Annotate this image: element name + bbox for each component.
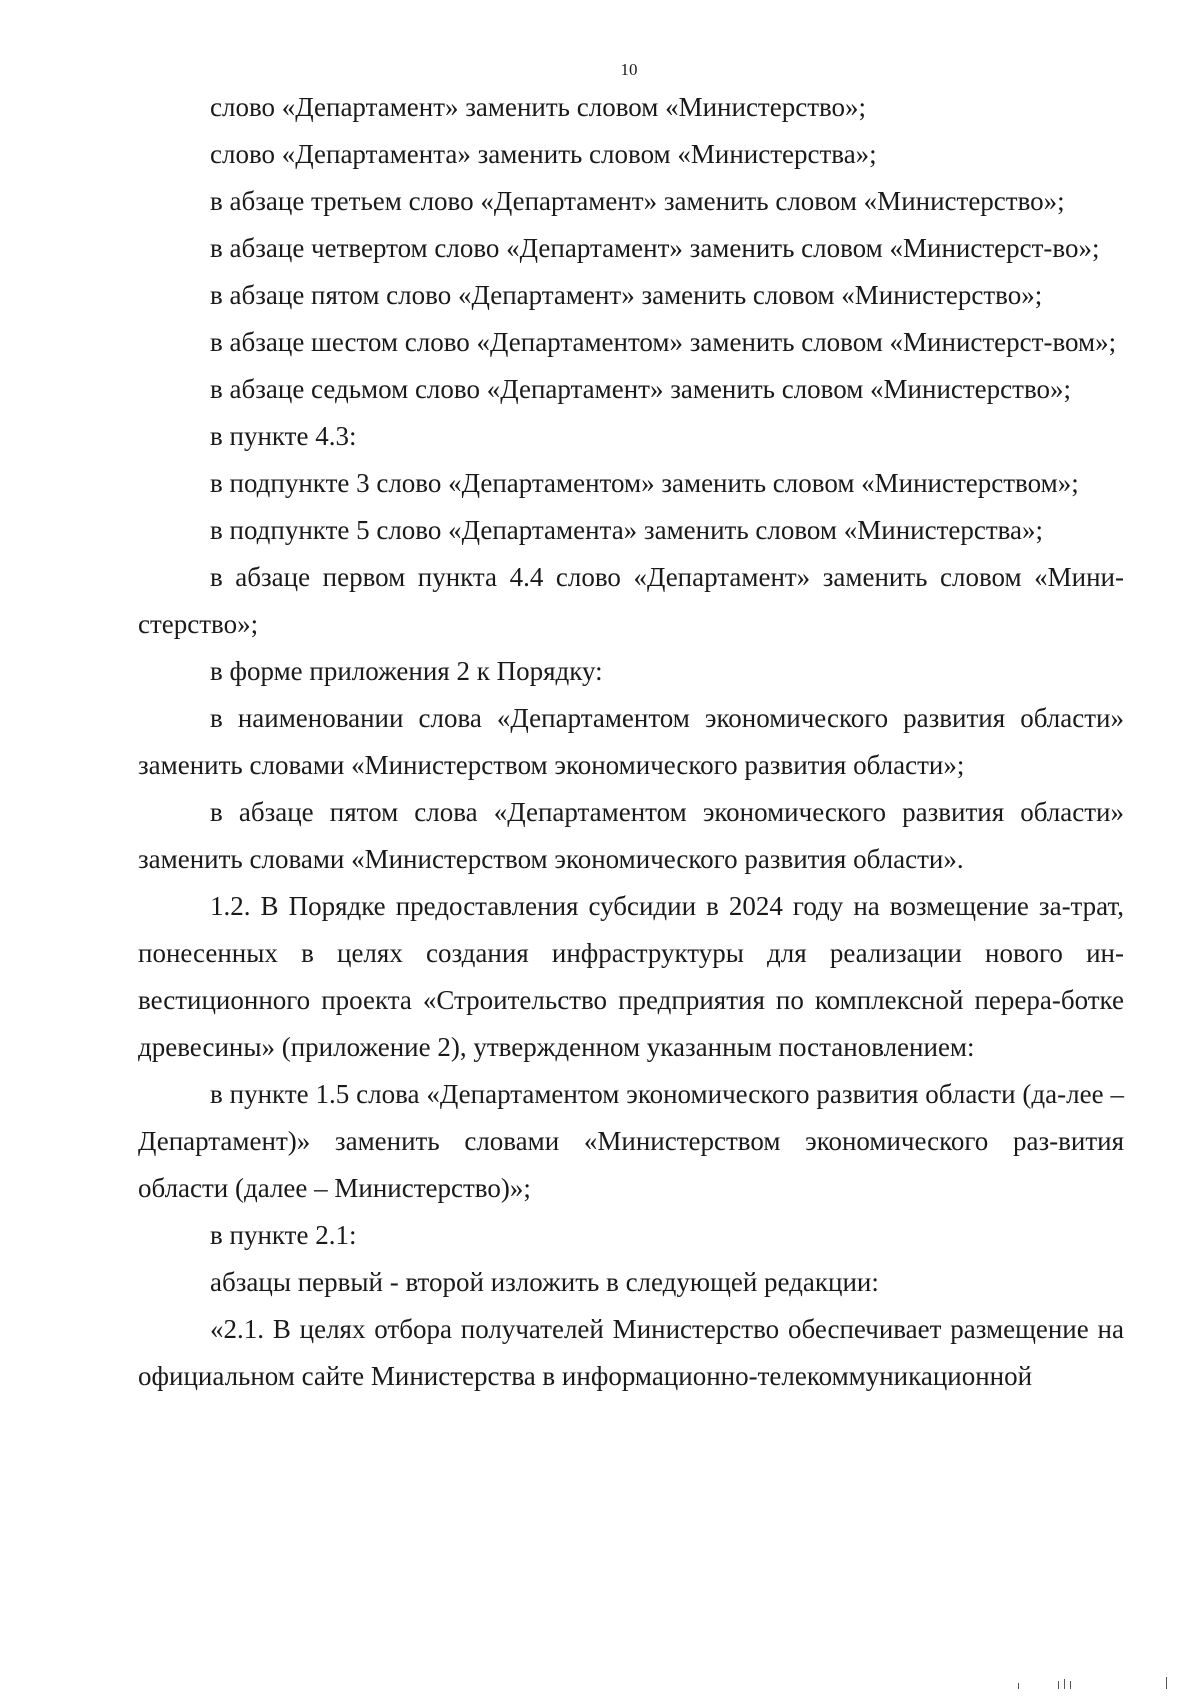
paragraph: в пункте 4.3:	[210, 421, 357, 451]
paragraph: в абзаце пятом слово «Департамент» заменить словом «Министерство»;	[210, 280, 1043, 310]
paragraph: в абзаце третьем слово «Департамент» заменить словом «Министерство»;	[210, 186, 1065, 216]
paragraph: в абзаце седьмом слово «Департамент» заменить словом «Министерство»;	[210, 374, 1072, 404]
document-body	[138, 84, 1124, 1400]
paragraph: в подпункте 5 слово «Департамента» заменить словом «Министерства»;	[210, 515, 1044, 545]
paragraph: в наименовании слова «Департаментом экономического развития области» заменить словами «Министерством экономического развития области»;	[138, 703, 1124, 780]
paragraph: абзацы первый - второй изложить в следующей редакции:	[210, 1267, 879, 1297]
page-number: 10	[620, 60, 638, 79]
scan-artifact-marks	[1018, 1675, 1168, 1689]
paragraph: слово «Департамента» заменить словом «Министерства»;	[210, 139, 877, 169]
paragraph: в абзаце первом пункта 4.4 слово «Департамент» заменить словом «Мини-стерство»;	[138, 562, 1124, 639]
paragraph: в абзаце четвертом слово «Департамент» заменить словом «Министерст-во»;	[210, 233, 1100, 263]
paragraph: в форме приложения 2 к Порядку:	[210, 656, 603, 686]
paragraph: «2.1. В целях отбора получателей Министерство обеспечивает размещение на официальном сайте Министерства в информационно-телекоммуникационной	[138, 1314, 1124, 1391]
paragraph: в пункте 2.1:	[210, 1220, 357, 1250]
paragraph: в абзаце пятом слова «Департаментом экономического развития области» заменить словами «Министерством экономического развития области».	[138, 797, 1124, 874]
paragraph: слово «Департамент» заменить словом «Министерство»;	[210, 92, 867, 122]
paragraph: в пункте 1.5 слова «Департаментом экономического развития области (да-лее – Департамент)» заменить словами «Министерством экономического раз-вития области (далее – Министерство)»;	[138, 1079, 1124, 1203]
paragraph: в абзаце шестом слово «Департаментом» заменить словом «Министерст-вом»;	[210, 327, 1117, 357]
paragraph: 1.2. В Порядке предоставления субсидии в 2024 году на возмещение за-трат, понесенных в целях создания инфраструктуры для реализации нового ин-вестиционного проекта «Строительство предприятия по комплексной перера-ботке древесины» (приложение 2), утвержденном указанным постановлением:	[138, 891, 1124, 1062]
paragraph: в подпункте 3 слово «Департаментом» заменить словом «Министерством»;	[210, 468, 1079, 498]
